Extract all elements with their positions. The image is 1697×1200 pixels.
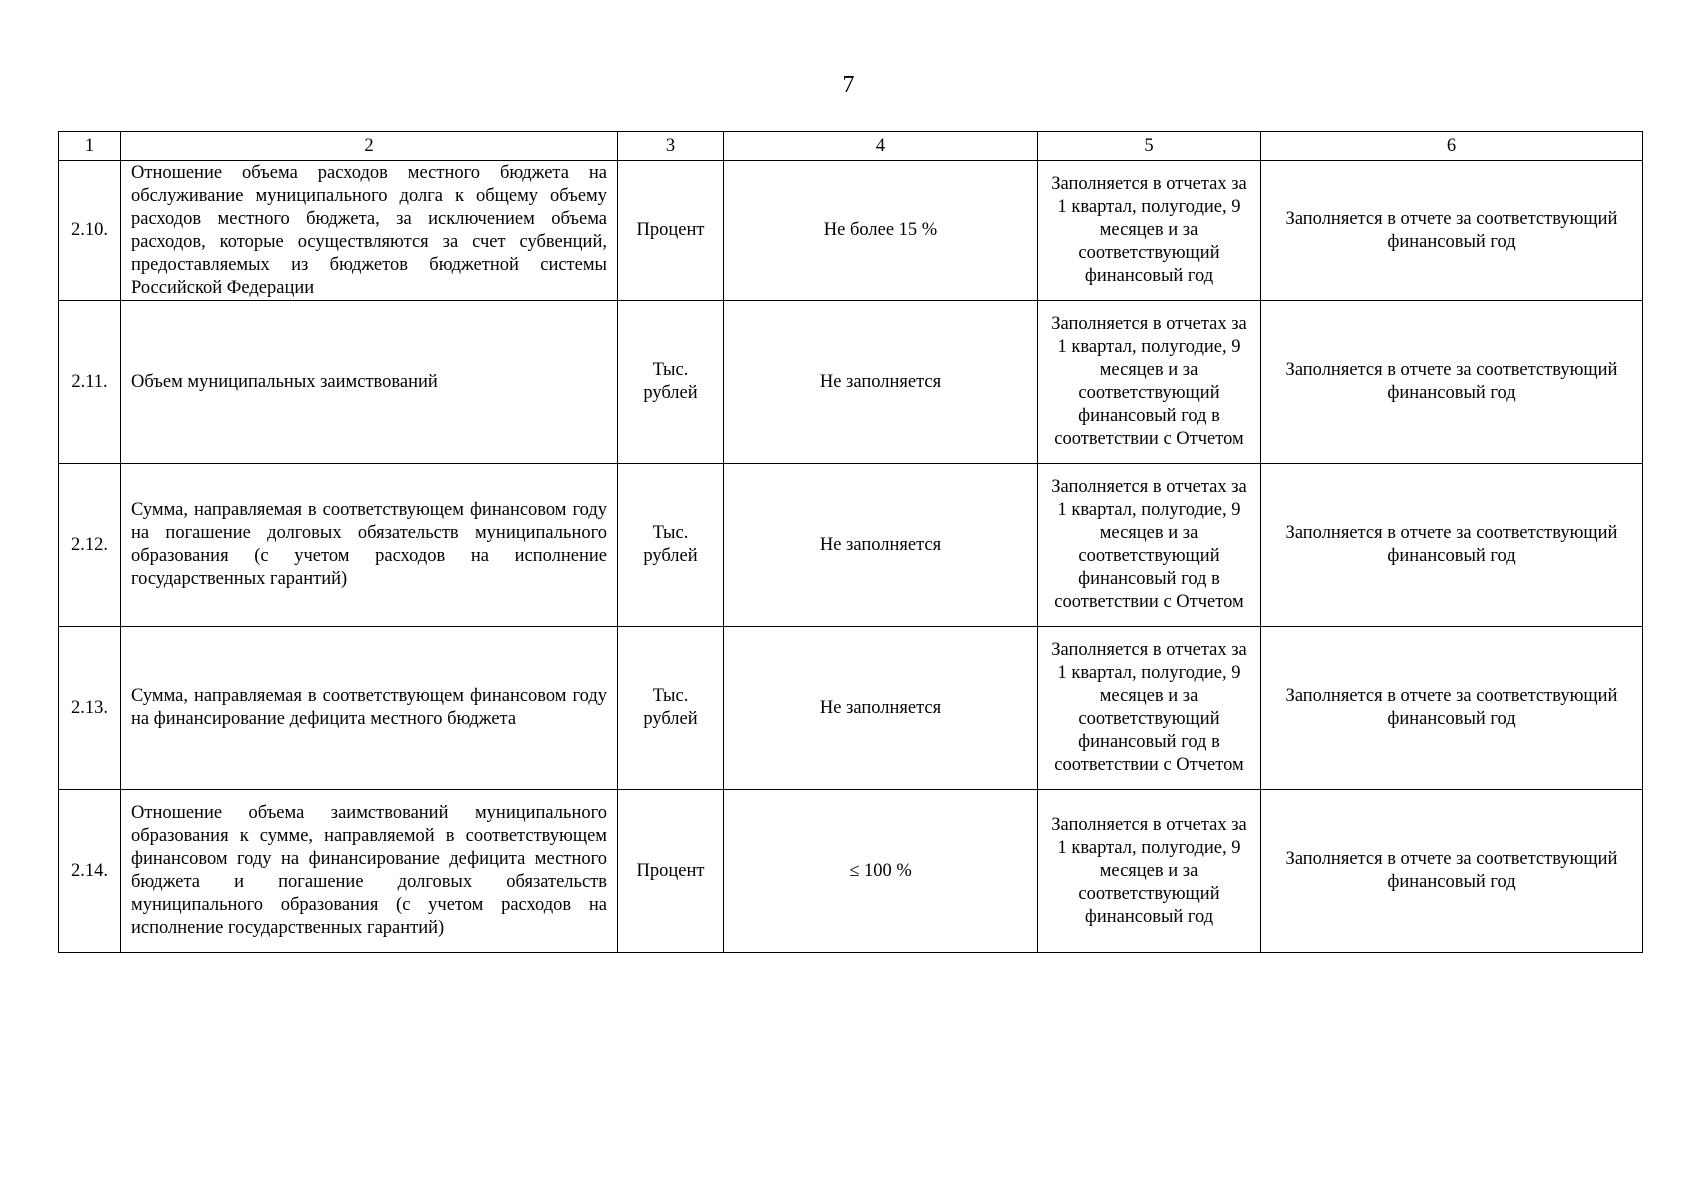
unit-of-measure: Тыс. рублей [618, 301, 724, 464]
indicator-name: Объем муниципальных заимствований [121, 301, 618, 464]
table-row [59, 301, 1643, 464]
period-reporting-note: Заполняется в отчетах за 1 квартал, полугодие, 9 месяцев и за соответствующий финансовый год в соответствии с Отчетом [1038, 301, 1261, 464]
annual-reporting-note: Заполняется в отчете за соответствующий финансовый год [1261, 627, 1643, 790]
column-header-6: 6 [1261, 132, 1643, 161]
normative-value: ≤ 100 % [724, 790, 1038, 953]
row-number: 2.12. [59, 464, 121, 627]
table-row [59, 161, 1643, 301]
unit-of-measure: Тыс. рублей [618, 627, 724, 790]
indicators-table [58, 131, 1643, 953]
annual-reporting-note: Заполняется в отчете за соответствующий финансовый год [1261, 301, 1643, 464]
unit-of-measure: Процент [618, 790, 724, 953]
period-reporting-note: Заполняется в отчетах за 1 квартал, полугодие, 9 месяцев и за соответствующий финансовый год в соответствии с Отчетом [1038, 627, 1261, 790]
normative-value: Не заполняется [724, 464, 1038, 627]
column-header-3: 3 [618, 132, 724, 161]
column-header-5: 5 [1038, 132, 1261, 161]
unit-of-measure: Процент [618, 161, 724, 301]
indicator-name: Сумма, направляемая в соответствующем финансовом году на погашение долговых обязательств муниципального образования (с учетом расходов на исполнение государственных гарантий) [121, 464, 618, 627]
column-header-4: 4 [724, 132, 1038, 161]
table-row [59, 464, 1643, 627]
column-header-1: 1 [59, 132, 121, 161]
column-header-2: 2 [121, 132, 618, 161]
indicator-name: Сумма, направляемая в соответствующем финансовом году на финансирование дефицита местного бюджета [121, 627, 618, 790]
row-number: 2.10. [59, 161, 121, 301]
table-row [59, 627, 1643, 790]
unit-of-measure: Тыс. рублей [618, 464, 724, 627]
row-number: 2.14. [59, 790, 121, 953]
table-header-row [59, 132, 1643, 161]
indicator-name: Отношение объема расходов местного бюджета на обслуживание муниципального долга к общему объему расходов местного бюджета, за исключением объема расходов, которые осуществляются за счет субвенций, предоставляемых из бюджетов бюджетной системы Российской Федерации [121, 161, 618, 301]
normative-value: Не заполняется [724, 627, 1038, 790]
table-row [59, 790, 1643, 953]
row-number: 2.11. [59, 301, 121, 464]
normative-value: Не заполняется [724, 301, 1038, 464]
period-reporting-note: Заполняется в отчетах за 1 квартал, полугодие, 9 месяцев и за соответствующий финансовый год в соответствии с Отчетом [1038, 464, 1261, 627]
page-number: 7 [842, 72, 855, 98]
annual-reporting-note: Заполняется в отчете за соответствующий финансовый год [1261, 161, 1643, 301]
period-reporting-note: Заполняется в отчетах за 1 квартал, полугодие, 9 месяцев и за соответствующий финансовый год [1038, 161, 1261, 301]
normative-value: Не более 15 % [724, 161, 1038, 301]
period-reporting-note: Заполняется в отчетах за 1 квартал, полугодие, 9 месяцев и за соответствующий финансовый год [1038, 790, 1261, 953]
annual-reporting-note: Заполняется в отчете за соответствующий финансовый год [1261, 790, 1643, 953]
indicator-name: Отношение объема заимствований муниципального образования к сумме, направляемой в соответствующем финансовом году на финансирование дефицита местного бюджета и погашение долговых обязательств муниципального образования (с учетом расходов на исполнение государственных гарантий) [121, 790, 618, 953]
row-number: 2.13. [59, 627, 121, 790]
annual-reporting-note: Заполняется в отчете за соответствующий финансовый год [1261, 464, 1643, 627]
